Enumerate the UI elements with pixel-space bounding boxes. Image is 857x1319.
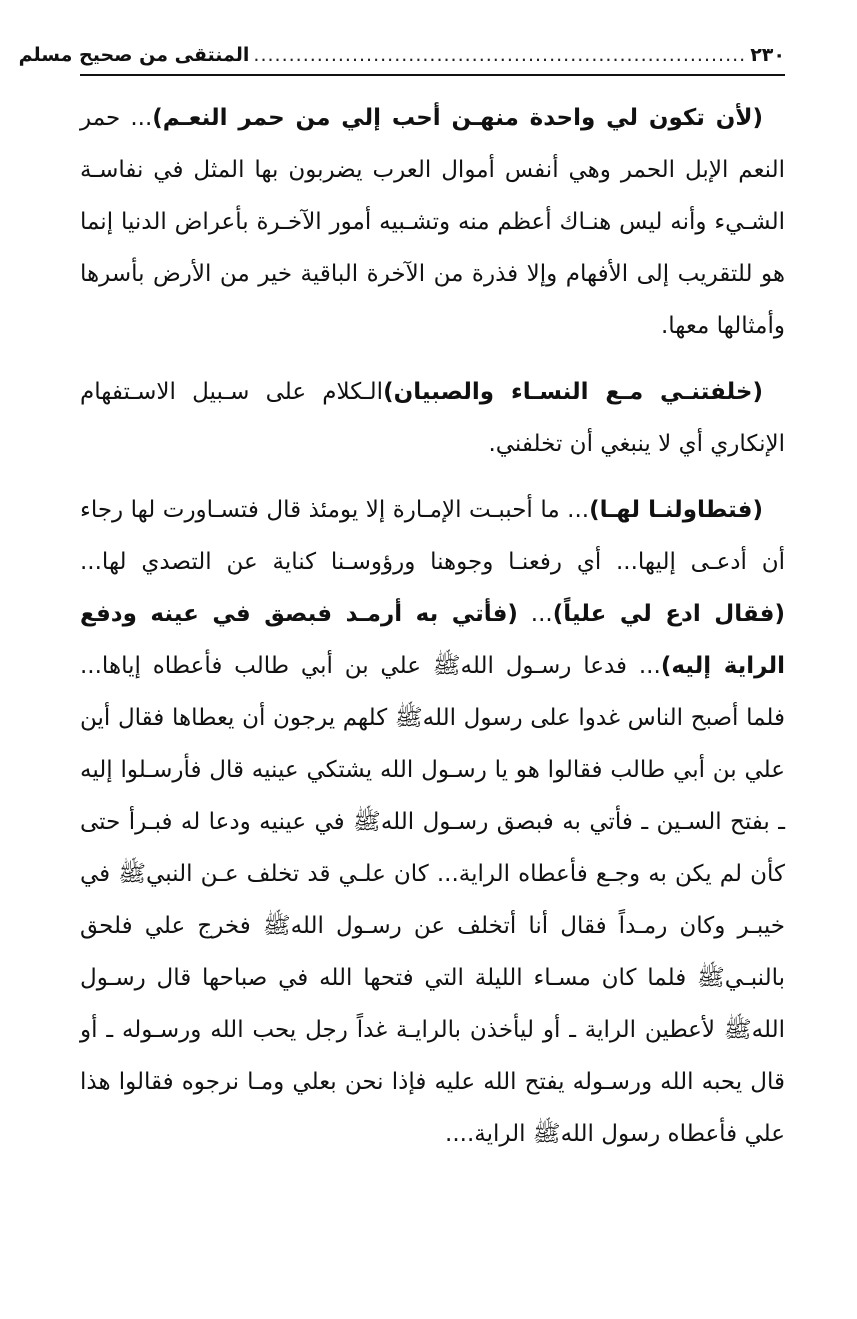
paragraph [80,366,785,470]
quoted-hadith-text: (فأتي به أرمـد فبصق في عينه ودفع الراية إليه) [80,601,785,679]
quoted-hadith-text: (فتطاولنـا لهـا) [589,497,763,523]
paragraph [80,484,785,1160]
quoted-hadith-text: (خلفتنـي مـع النسـاء والصبيان) [383,379,763,405]
paragraph [80,92,785,352]
commentary-text: ... ما أحببـت الإمـارة إلا يومئذ قال فتسـاورت لها رجاء أن أدعـى إليها... أي رفعنـا وجوهنا ورؤوسـنا كناية عن التصدي لها... [80,497,785,575]
quoted-hadith-text: (فقال ادع لي علياً) [552,601,785,627]
commentary-text: ... فدعا رسـول اللهﷺ علي بن أبي طالب فأعطاه إياها... فلما أصبح الناس غدوا على رسول اللهﷺ كلهم يرجون أن يعطاها فقال أين علي بن أبي طالب فقالوا هو يا رسـول الله يشتكي عينيه قال فأرسـلوا إليه ـ بفتح السـين ـ فأتي به فبصق رسـول اللهﷺ في عينيه ودعا له فبـرأ حتى كأن لم يكن به وجـع فأعطاه الراية... كان علـي قد تخلف عـن النبيﷺ في خيبـر وكان رمـداً فقال أنا أتخلف عن رسـول اللهﷺ فخرج علي فلحق بالنبـيﷺ فلما كان مسـاء الليلة التي فتحها الله في صباحها قال رسـول اللهﷺ لأعطين الراية ـ أو ليأخذن بالرايـة غداً رجل يحب الله ورسـوله ـ أو قال يحبه الله ورسـوله يفتح الله عليه فإذا نحن بعلي ومـا نرجوه فقالوا هذا علي فأعطاه رسول اللهﷺ الراية.... [80,653,785,1147]
page-number: ٢٣٠ [750,44,785,66]
commentary-text: ... حمر النعم الإبل الحمر وهي أنفس أموال العرب يضربون بها المثل في نفاسـة الشـيء وأنه ليس هنـاك أعظم منه وتشـبيه أمور الآخـرة بأعراض الدنيا إنما هو للتقريب إلى الأفهام وإلا فذرة من الآخرة الباقية خير من الأرض بأسرها وأمثالها معها. [80,105,785,339]
quoted-hadith-text: (لأن تكون لي واحدة منهـن أحب إلي من حمر النعـم) [152,105,763,131]
body-text [80,92,785,1160]
header-divider [80,74,785,76]
header-leader-dots: ...................................................................... [253,44,747,66]
commentary-text: ... [517,601,553,627]
book-title: المنتقى من صحيح مسلم [18,44,250,66]
commentary-text: الـكلام على سـبيل الاسـتفهام الإنكاري أي لا ينبغي أن تخلفني. [80,379,785,457]
running-header [18,30,785,66]
